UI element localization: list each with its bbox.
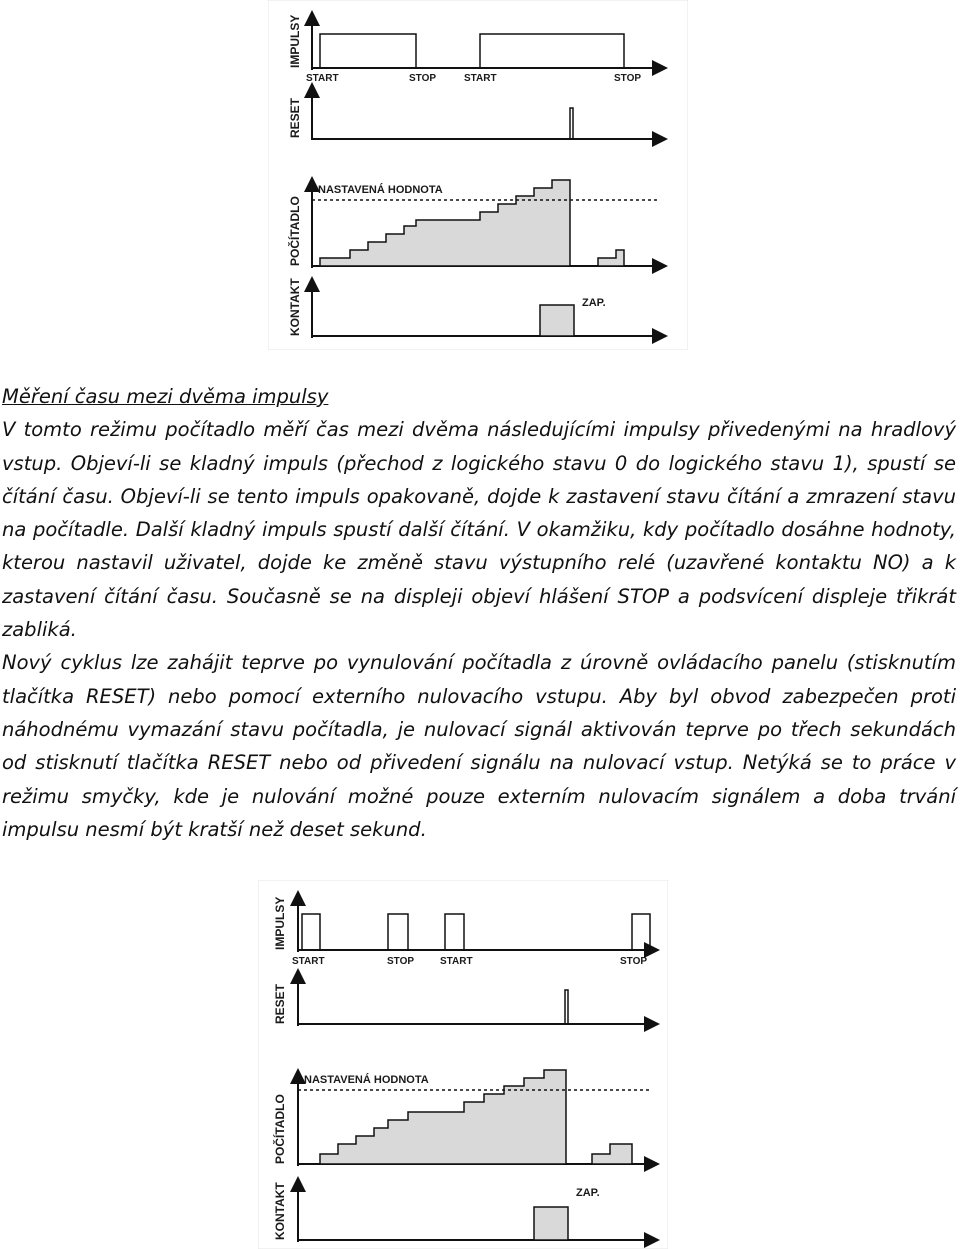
label-pocitadlo: POČÍTADLO [288, 196, 302, 266]
label-impulsy: IMPULSY [288, 14, 302, 68]
label-reset: RESET [273, 983, 287, 1024]
contact-on-pulse [540, 305, 574, 336]
mark-stop-2: STOP [614, 73, 642, 84]
setpoint-label: NASTAVENÁ HODNOTA [304, 1074, 429, 1086]
zap-label: ZAP. [582, 297, 606, 309]
mark-stop-2: STOP [620, 956, 648, 967]
timing-diagram-top [268, 0, 688, 350]
paragraph-2: Nový cyklus lze zahájit teprve po vynulování počítadla z úrovně ovládacího panelu (stisknutím tlačítka RESET) nebo pomocí externího nulovacího vstupu. Aby byl obvod zabezpečen proti náhodnému vymazání stavu počítadla, je nulovací signál aktivován teprve po třech sekundách od stisknutí tlačítka RESET nebo od přivedení signálu na nulovací vstup. Netýká se to práce v režimu smyčky, kde je nulování možné pouze externím nulovacím signálem a doba trvání impulsu nesmí být kratší než deset sekund. [2, 651, 956, 841]
mark-start-1: START [306, 73, 339, 84]
description-text [2, 380, 956, 846]
label-impulsy: IMPULSY [273, 896, 287, 950]
contact-on-pulse [534, 1207, 568, 1240]
label-pocitadlo: POČÍTADLO [273, 1094, 287, 1164]
label-kontakt: KONTAKT [273, 1182, 287, 1240]
paragraph-1: V tomto režimu počítadlo měří čas mezi dvěma následujícími impulsy přivedenými na hradlový vstup. Objeví-li se kladný impuls (přechod z logického stavu 0 do logického stavu 1), spustí se čítání času. Objeví-li se tento impuls opakovaně, dojde k zastavení stavu čítání a zmrazení stavu na počítadle. Další kladný impuls spustí další čítání. V okamžiku, kdy počítadlo dosáhne hodnoty, kterou nastavil uživatel, dojde ke změně stavu výstupního relé (uzavřené kontaktu NO) a k zastavení čítání času. Současně se na displeji objeví hlášení STOP a podsvícení displeje třikrát zabliká. [2, 418, 956, 642]
timing-diagram-bottom [258, 880, 668, 1249]
mark-stop-1: STOP [387, 956, 415, 967]
setpoint-label: NASTAVENÁ HODNOTA [318, 184, 443, 196]
mark-start-2: START [440, 956, 473, 967]
mark-start-2: START [464, 73, 497, 84]
mark-start-1: START [292, 956, 325, 967]
zap-label: ZAP. [576, 1187, 600, 1199]
label-kontakt: KONTAKT [288, 278, 302, 336]
label-reset: RESET [288, 97, 302, 138]
mark-stop-1: STOP [409, 73, 437, 84]
section-title: Měření času mezi dvěma impulsy [2, 385, 329, 408]
